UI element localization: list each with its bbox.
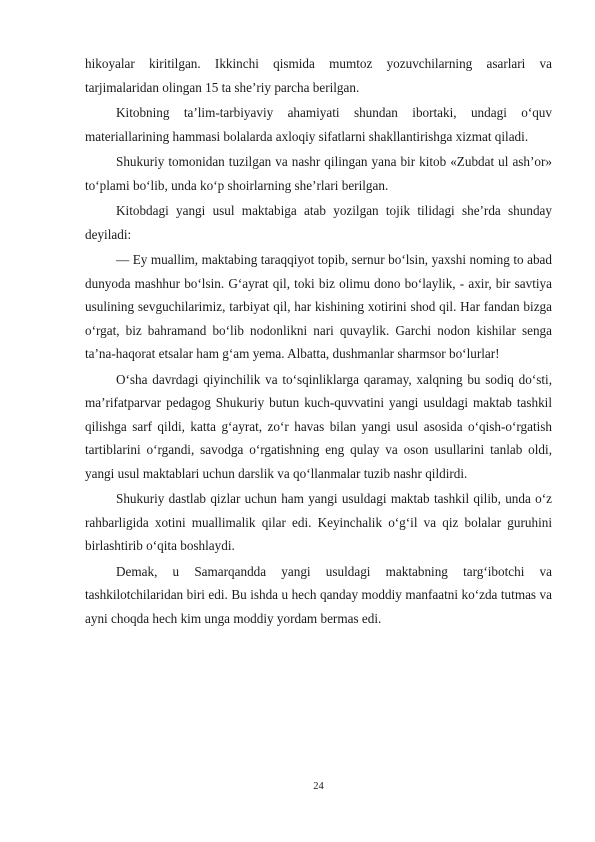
body-text (85, 52, 552, 630)
paragraph-6: O‘sha davrdagi qiyinchilik va to‘sqinliklarga qaramay, xalqning bu sodiq do‘sti, ma’rifatparvar pedagog Shukuriy butun kuch-quvvatini yangi usuldagi maktab tashkil qilishga sarf qildi, katta g‘ayrat, zo‘r havas bilan yangi usul asosida o‘qish-o‘rgatish tartiblarini o‘rgandi, savodga o‘rgatishning eng qulay va oson usullarini tanlab oldi, yangi usul maktablari uchun darslik va qo‘llanmalar tuzib nashr qildirdi. (85, 371, 552, 481)
paragraph-3: Shukuriy tomonidan tuzilgan va nashr qilingan yana bir kitob «Zubdat ul ash’or» to‘plami bo‘lib, unda ko‘p shoirlarning she’rlari berilgan. (85, 154, 552, 193)
paragraph-1: hikoyalar kiritilgan. Ikkinchi qismida mumtoz yozuvchilarning asarlari va tarjimalaridan olingan 15 ta she’riy parcha berilgan. (85, 56, 552, 95)
paragraph-5-quote: — Ey muallim, maktabing taraqqiyot topib, sernur bo‘lsin, yaxshi noming to abad dunyoda mashhur bo‘lsin. G‘ayrat qil, toki biz olimu dono bo‘laylik, - axir, bir savtiya usulining sevguchilarimiz, tarbiyat qil, har kishining xotirini shod qil. Har fandan bizga o‘rgat, biz bahramand bo‘lib nodonlikni nari quvaylik. Garchi nodon kishilar senga ta’na-haqorat etsalar ham g‘am yema. Albatta, dushmanlar sharmsor bo‘lurlar! (85, 252, 552, 361)
paragraph-4: Kitobdagi yangi usul maktabiga atab yozilgan tojik tilidagi she’rda shunday deyiladi: (85, 203, 552, 242)
paragraph-2: Kitobning ta’lim-tarbiyaviy ahamiyati shundan ibortaki, undagi o‘quv materiallarining hammasi bolalarda axloqiy sifatlarni shakllantirishga xizmat qiladi. (85, 105, 552, 144)
paragraph-7: Shukuriy dastlab qizlar uchun ham yangi usuldagi maktab tashkil qilib, unda o‘z rahbarligida xotini muallimalik qilar edi. Keyinchalik o‘g‘il va qiz bolalar guruhini birlashtirib o‘qita boshlaydi. (85, 491, 552, 553)
paragraph-8: Demak, u Samarqandda yangi usuldagi maktabning targ‘ibotchi va tashkilotchilaridan biri edi. Bu ishda u hech qanday moddiy manfaatni ko‘zda tutmas va ayni choqda hech kim unga moddiy yordam bermas edi. (85, 563, 552, 626)
page-number: 24 (313, 781, 324, 792)
